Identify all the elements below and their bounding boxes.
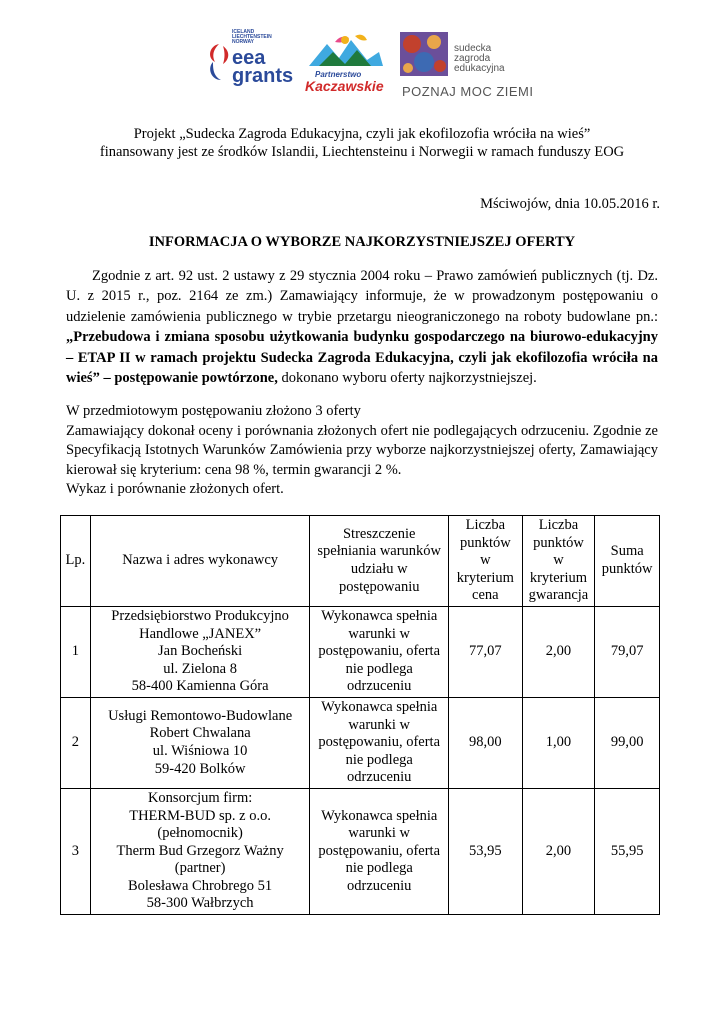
list-caption: Wykaz i porównanie złożonych ofert.: [66, 481, 284, 498]
conditions-line: postępowaniu, oferta: [318, 734, 441, 751]
grants-word: grants: [232, 65, 294, 87]
conditions-line: odrzuceniu: [347, 678, 412, 695]
kaczawskie-line2: Kaczawskie: [305, 78, 384, 94]
header-price-points: [449, 516, 523, 607]
country-liechtenstein: LIECHTENSTEIN: [232, 34, 272, 40]
header-conditions-l2: spełniania warunków: [317, 543, 442, 560]
stone-texture-icon: [400, 32, 448, 76]
conditions-line: Wykonawca spełnia: [321, 607, 438, 624]
row-conditions: [310, 606, 449, 697]
contractor-line: ul. Wiśniowa 10: [152, 742, 248, 759]
header-price-l2: punktów: [459, 534, 511, 551]
row-sum: 99,00: [595, 697, 660, 788]
header-price-l3: w: [480, 552, 491, 569]
eea-word: eea: [232, 47, 266, 69]
table-row: [61, 697, 660, 788]
contractor-line: THERM-BUD sp. z o.o.: [129, 807, 271, 824]
header-warranty-points: [522, 516, 595, 607]
row-lp: 1: [61, 606, 91, 697]
header-warranty-l4: kryterium: [529, 569, 588, 586]
contractor-line: 58-300 Wałbrzych: [146, 895, 254, 912]
sudecka-text: [454, 44, 505, 74]
contractor-line: ul. Zielona 8: [163, 660, 237, 677]
contractor-line: (partner): [174, 860, 226, 877]
offers-count-line: W przedmiotowym postępowaniu złożono 3 oferty: [66, 403, 361, 419]
header-sum-l1: Suma: [610, 543, 644, 560]
document-date: Mściwojów, dnia 10.05.2016 r.: [480, 196, 660, 212]
row-lp: 3: [61, 788, 91, 914]
document-title: INFORMACJA O WYBORZE NAJKORZYSTNIEJSZEJ OFERTY: [148, 234, 576, 250]
project-line2: finansowany jest ze środków Islandii, Liechtensteinu i Norwegii w ramach funduszy EOG: [99, 144, 625, 160]
eea-flower-icon: [205, 38, 231, 100]
contractor-line: Handlowe „JANEX”: [139, 625, 262, 642]
main-paragraph: [66, 266, 658, 388]
row-conditions: [310, 697, 449, 788]
table-header-row: [61, 516, 660, 607]
header-price-l5: cena: [472, 587, 499, 604]
eea-countries: [232, 30, 272, 45]
row-contractor: [90, 606, 310, 697]
country-norway: NORWAY: [232, 39, 254, 45]
conditions-line: odrzuceniu: [347, 877, 412, 894]
sudecka-line3: edukacyjna: [454, 63, 505, 74]
contractor-line: Bolesława Chrobrego 51: [128, 877, 273, 894]
offers-table: [60, 515, 660, 915]
contractor-line: Usługi Remontowo-Budowlane: [108, 707, 293, 724]
offers-summary: [66, 402, 658, 500]
header-warranty-l2: punktów: [533, 534, 584, 551]
header-price-l1: Liczba: [465, 517, 506, 533]
header-conditions-l1: Streszczenie: [342, 525, 416, 542]
sudecka-line1: sudecka: [454, 43, 492, 54]
conditions-line: warunki w: [348, 825, 411, 842]
row-warranty-points: 2,00: [522, 788, 595, 914]
header-warranty-l5: gwarancja: [528, 587, 589, 604]
conditions-line: nie podlega: [345, 860, 413, 877]
kaczawskie-logo: [305, 32, 385, 98]
conditions-line: postępowaniu, oferta: [318, 842, 441, 859]
header-sum: [595, 516, 660, 607]
row-price-points: 98,00: [449, 697, 523, 788]
header-conditions-l4: postępowaniu: [338, 578, 420, 595]
conditions-line: nie podlega: [345, 751, 413, 768]
contractor-line: Konsorcjum firm:: [147, 789, 253, 806]
conditions-line: nie podlega: [345, 660, 413, 677]
sudecka-motto: POZNAJ MOC ZIEMI: [402, 84, 534, 99]
contractor-line: (pełnomocnik): [157, 825, 243, 842]
row-contractor: [90, 697, 310, 788]
header-name: Nazwa i adres wykonawcy: [90, 516, 310, 607]
conditions-line: Wykonawca spełnia: [321, 807, 438, 824]
header-lp: Lp.: [61, 516, 91, 607]
project-line1: Projekt „Sudecka Zagroda Edukacyjna, czyli jak ekofilozofia wróciła na wieś”: [133, 126, 591, 142]
contractor-line: Robert Chwalana: [149, 725, 251, 742]
row-price-points: 53,95: [449, 788, 523, 914]
row-sum: 55,95: [595, 788, 660, 914]
contractor-line: Przedsiębiorstwo Produkcyjno: [111, 607, 289, 624]
mountains-icon: [305, 32, 385, 72]
country-iceland: ICELAND: [232, 29, 255, 35]
conditions-line: warunki w: [348, 625, 411, 642]
sudecka-zagroda-logo: [400, 30, 540, 110]
header-warranty-l3: w: [553, 552, 564, 569]
conditions-line: Wykonawca spełnia: [321, 698, 438, 715]
header-conditions: [310, 516, 449, 607]
header-price-l4: kryterium: [456, 569, 514, 586]
contractor-line: Jan Bocheński: [158, 643, 243, 660]
evaluation-text: Zamawiający dokonał oceny i porównania złożonych ofert nie podlegających odrzuceniu. Zgodnie ze Specyfikacją Istotnych Warunków Zamówienia przy wyborze najkorzystniejszej oferty, Zamawiający kierował się kryterium: cena 98 %, termin gwarancji 2 %.: [66, 422, 658, 478]
contractor-line: Therm Bud Grzegorz Ważny: [116, 842, 284, 859]
header-conditions-l3: udziału w: [350, 560, 408, 577]
kaczawskie-line1: Partnerstwo: [315, 70, 362, 79]
table-row: [61, 606, 660, 697]
row-price-points: 77,07: [449, 606, 523, 697]
header-sum-l2: punktów: [601, 560, 653, 577]
contractor-line: 59-420 Bolków: [154, 760, 246, 777]
paragraph-outro: dokonano wyboru oferty najkorzystniejszej.: [277, 370, 537, 387]
table-row: [61, 788, 660, 914]
row-conditions: [310, 788, 449, 914]
logo-bar: [205, 30, 545, 110]
sudecka-line2: zagroda: [454, 53, 491, 64]
row-warranty-points: 2,00: [522, 606, 595, 697]
eea-grants-logo: [205, 30, 295, 92]
row-sum: 79,07: [595, 606, 660, 697]
contractor-line: 58-400 Kamienna Góra: [131, 678, 269, 695]
row-lp: 2: [61, 697, 91, 788]
project-name-bold: „Przebudowa i zmiana sposobu użytkowania budynku gospodarczego na biurowo-edukacyjny – ETAP II w ramach projektu Sudecka Zagroda Edukacyjna, czyli jak ekofilozofia wróciła na wieś” – postępowanie powtórzone,: [66, 329, 658, 387]
paragraph-intro: Zgodnie z art. 92 ust. 2 ustawy z 29 stycznia 2004 roku – Prawo zamówień publicznych (tj. Dz. U. z 2015 r., poz. 2164 ze zm.) Zamawiający informuje, że w prowadzonym postępowaniu o udzielenie zamówienia publicznego w trybie przetargu nieograniczonego na roboty budowlane pn.:: [66, 268, 658, 325]
header-warranty-l1: Liczba: [538, 517, 579, 533]
row-warranty-points: 1,00: [522, 697, 595, 788]
conditions-line: odrzuceniu: [347, 769, 412, 786]
row-contractor: [90, 788, 310, 914]
conditions-line: postępowaniu, oferta: [318, 643, 441, 660]
conditions-line: warunki w: [348, 716, 411, 733]
